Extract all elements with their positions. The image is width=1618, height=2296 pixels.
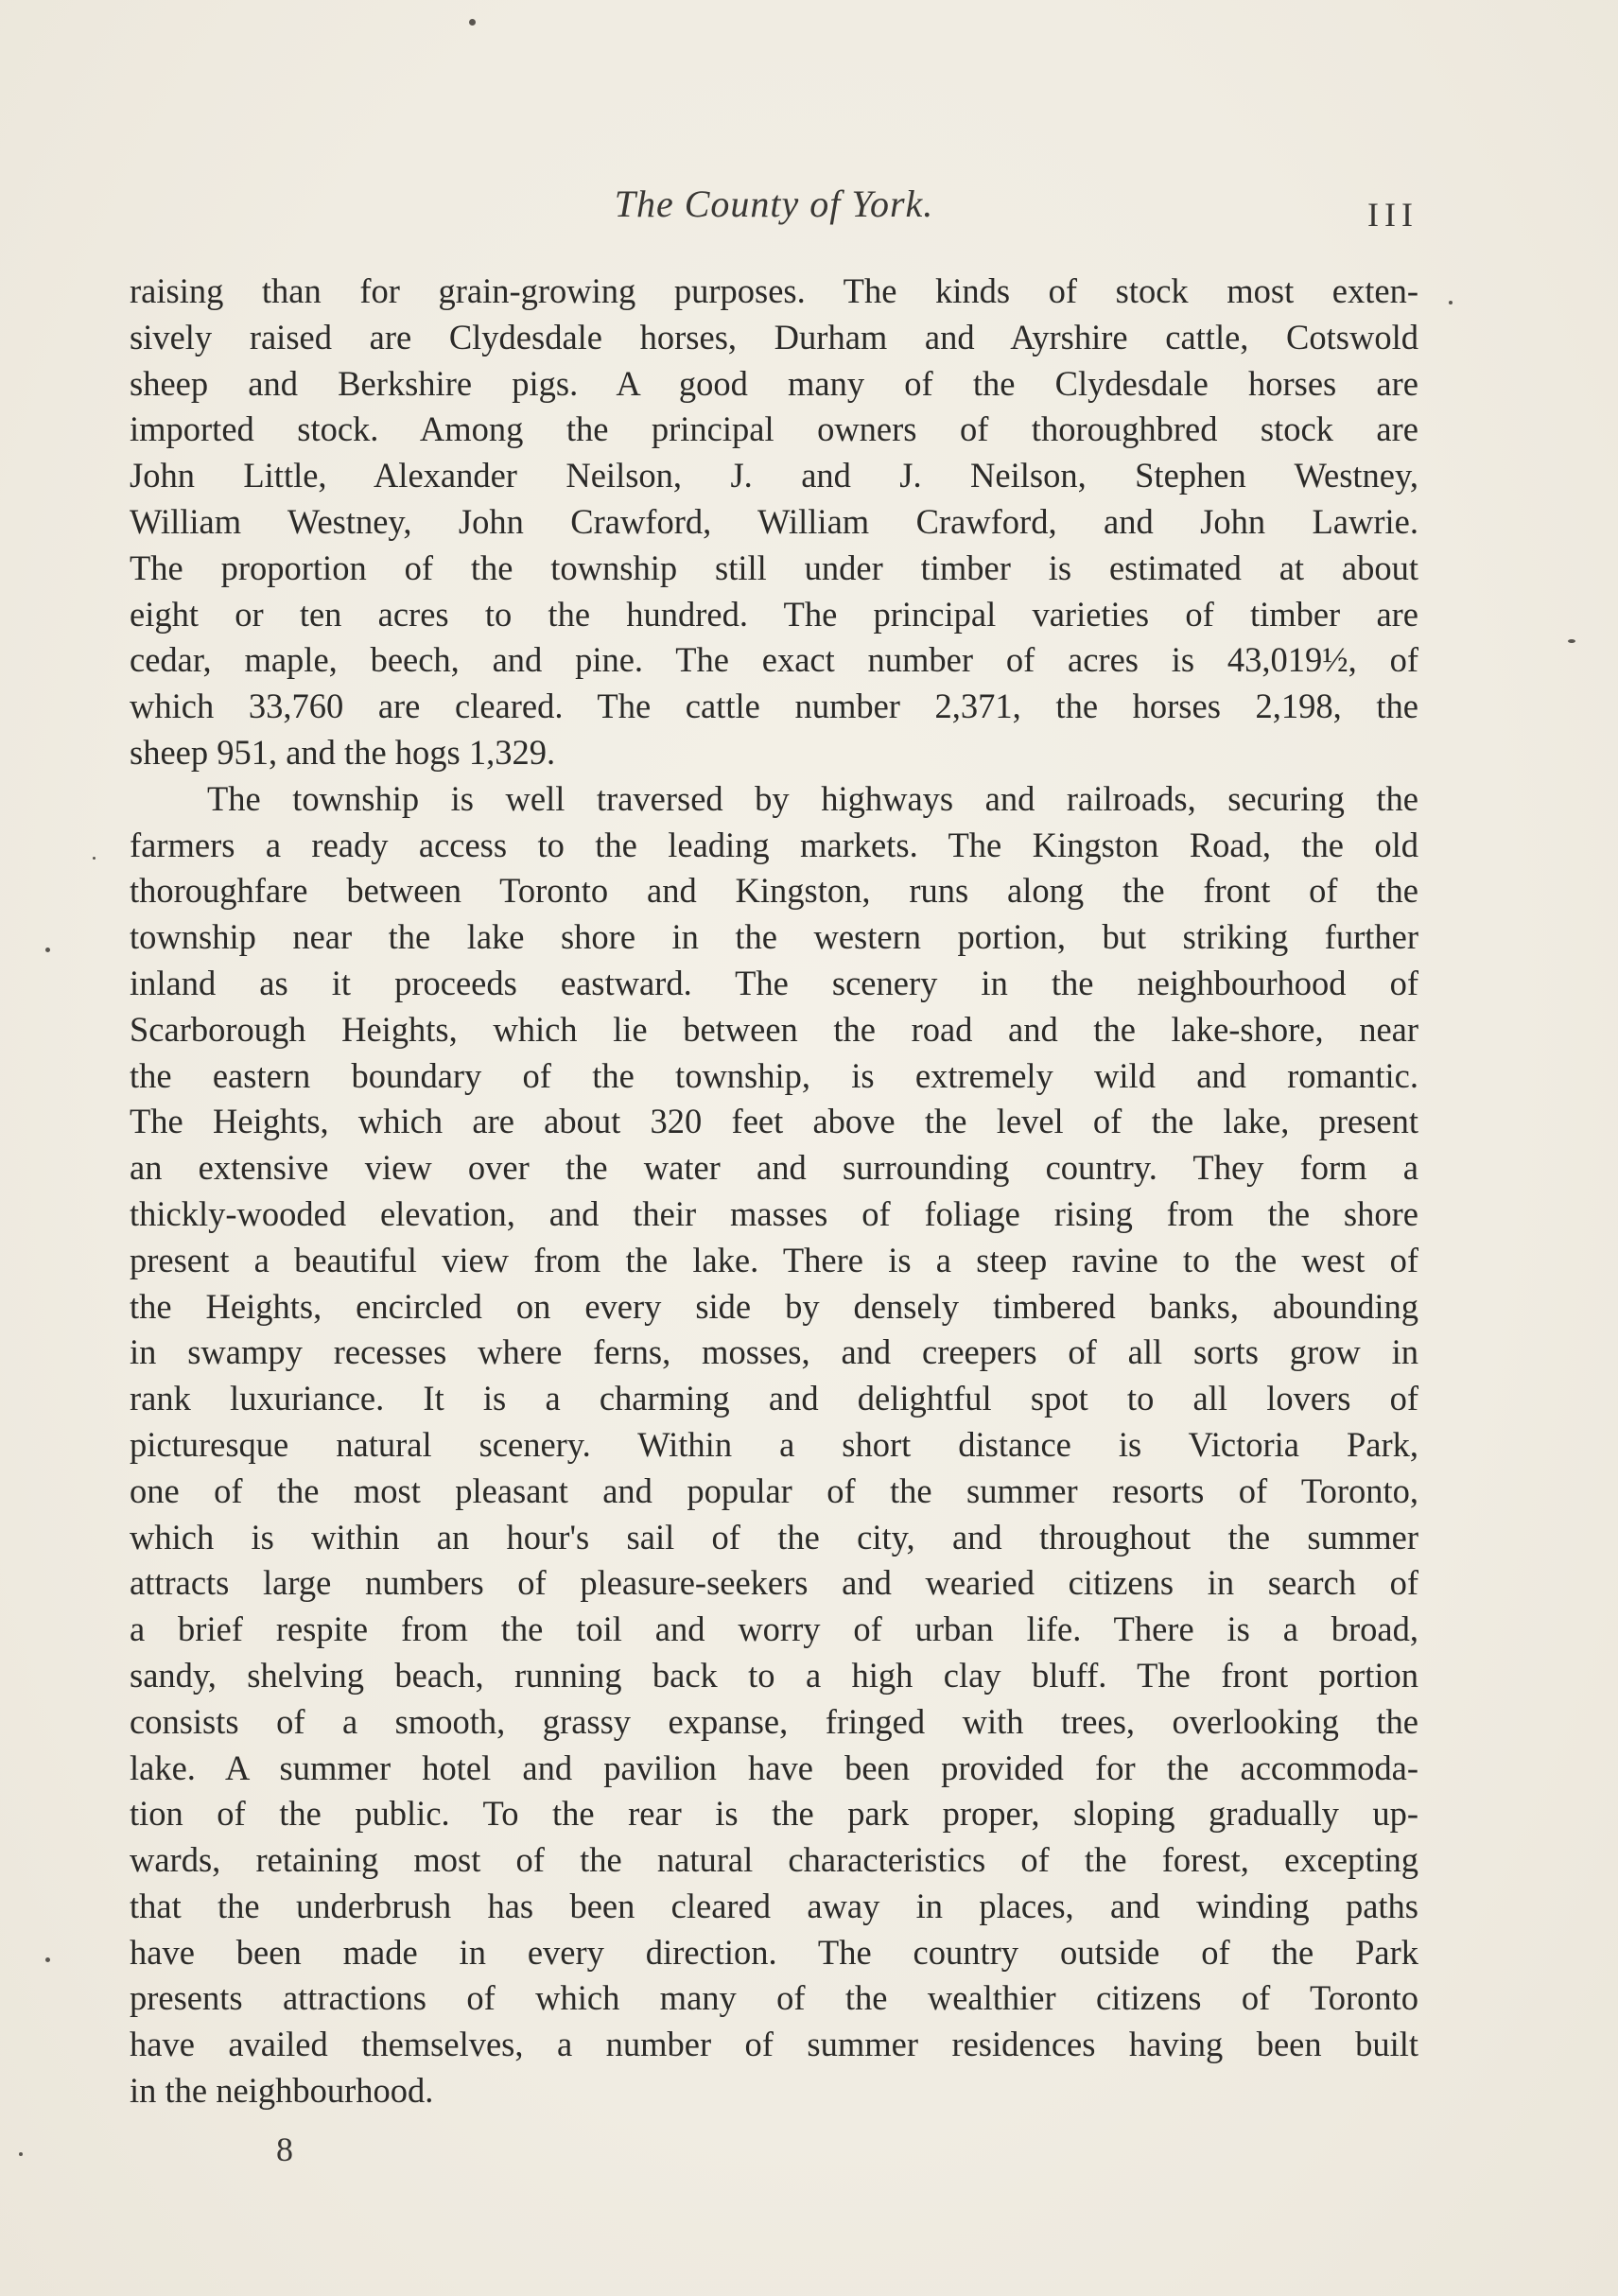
text-line: John Little, Alexander Neilson, J. and J. Neilson, Stephen Westney, bbox=[130, 456, 1418, 496]
text-line: tion of the public. To the rear is the park proper, sloping gradually up- bbox=[130, 1794, 1418, 1834]
text-line: rank luxuriance. It is a charming and delightful spot to all lovers of bbox=[130, 1379, 1418, 1418]
text-line: that the underbrush has been cleared away in places, and winding paths bbox=[130, 1886, 1418, 1925]
text-line: have been made in every direction. The country outside of the Park bbox=[130, 1932, 1418, 1972]
text-line: consists of a smooth, grassy expanse, fringed with trees, overlooking the bbox=[130, 1701, 1418, 1741]
text-line: sively raised are Clydesdale horses, Durham and Ayrshire cattle, Cotswold bbox=[130, 317, 1418, 357]
text-line: sheep 951, and the hogs 1,329. bbox=[130, 732, 556, 772]
text-line: inland as it proceeds eastward. The scenery in the neighbourhood of bbox=[130, 963, 1418, 1002]
text-line: one of the most pleasant and popular of the summer resorts of Toronto, bbox=[130, 1470, 1418, 1510]
text-line: which is within an hour's sail of the city, and throughout the summer bbox=[130, 1517, 1418, 1557]
text-line: William Westney, John Crawford, William Crawford, and John Lawrie. bbox=[130, 501, 1418, 541]
text-line: attracts large numbers of pleasure-seekers and wearied citizens in search of bbox=[130, 1563, 1418, 1603]
text-line: thickly-wooded elevation, and their masses of foliage rising from the shore bbox=[130, 1193, 1418, 1233]
paper-speck bbox=[469, 19, 476, 26]
text-line: cedar, maple, beech, and pine. The exact number of acres is 43,019½, of bbox=[130, 640, 1418, 680]
page-number: III bbox=[1367, 196, 1418, 234]
text-line: wards, retaining most of the natural characteristics of the forest, excepting bbox=[130, 1840, 1418, 1880]
text-line: township near the lake shore in the western portion, but striking further bbox=[130, 917, 1418, 957]
body-text bbox=[130, 269, 1418, 2114]
text-line: present a beautiful view from the lake. There is a steep ravine to the west of bbox=[130, 1240, 1418, 1279]
text-line: farmers a ready access to the leading markets. The Kingston Road, the old bbox=[130, 825, 1418, 864]
text-line: sheep and Berkshire pigs. A good many of the Clydesdale horses are bbox=[130, 363, 1418, 403]
signature-mark: 8 bbox=[276, 2131, 293, 2168]
page-header bbox=[130, 182, 1418, 238]
text-line: a brief respite from the toil and worry of urban life. There is a broad, bbox=[130, 1609, 1418, 1649]
paper-speck bbox=[93, 857, 96, 860]
paper-speck bbox=[19, 2152, 23, 2156]
text-line: picturesque natural scenery. Within a short distance is Victoria Park, bbox=[130, 1424, 1418, 1464]
text-line: which 33,760 are cleared. The cattle number 2,371, the horses 2,198, the bbox=[130, 687, 1418, 726]
text-line: lake. A summer hotel and pavilion have been provided for the accommoda- bbox=[130, 1748, 1418, 1787]
text-line: the eastern boundary of the township, is extremely wild and romantic. bbox=[130, 1055, 1418, 1095]
text-line: sandy, shelving beach, running back to a high clay bluff. The front portion bbox=[130, 1655, 1418, 1695]
paper-speck bbox=[1449, 301, 1453, 304]
paper-speck bbox=[45, 948, 50, 952]
paper-speck bbox=[1568, 639, 1575, 643]
text-line: Scarborough Heights, which lie between the road and the lake-shore, near bbox=[130, 1009, 1418, 1049]
text-line: the Heights, encircled on every side by densely timbered banks, abounding bbox=[130, 1286, 1418, 1326]
text-line: an extensive view over the water and surrounding country. They form a bbox=[130, 1148, 1418, 1188]
text-line: in swampy recesses where ferns, mosses, and creepers of all sorts grow in bbox=[130, 1332, 1418, 1372]
paper-speck bbox=[45, 1957, 50, 1962]
text-line: have availed themselves, a number of summer residences having been built bbox=[130, 2025, 1418, 2064]
text-line: in the neighbourhood. bbox=[130, 2071, 434, 2111]
text-line: The Heights, which are about 320 feet above the level of the lake, present bbox=[130, 1102, 1418, 1141]
text-line: presents attractions of which many of the wealthier citizens of Toronto bbox=[130, 1978, 1418, 2018]
text-line: eight or ten acres to the hundred. The principal varieties of timber are bbox=[130, 594, 1418, 634]
text-line: raising than for grain-growing purposes. The kinds of stock most exten- bbox=[130, 271, 1418, 310]
text-line: imported stock. Among the principal owners of thoroughbred stock are bbox=[130, 409, 1418, 449]
text-line: The township is well traversed by highways and railroads, securing the bbox=[207, 778, 1418, 818]
running-title: The County of York. bbox=[614, 183, 934, 225]
text-line: The proportion of the township still under timber is estimated at about bbox=[130, 548, 1418, 587]
text-line: thoroughfare between Toronto and Kingston, runs along the front of the bbox=[130, 871, 1418, 911]
